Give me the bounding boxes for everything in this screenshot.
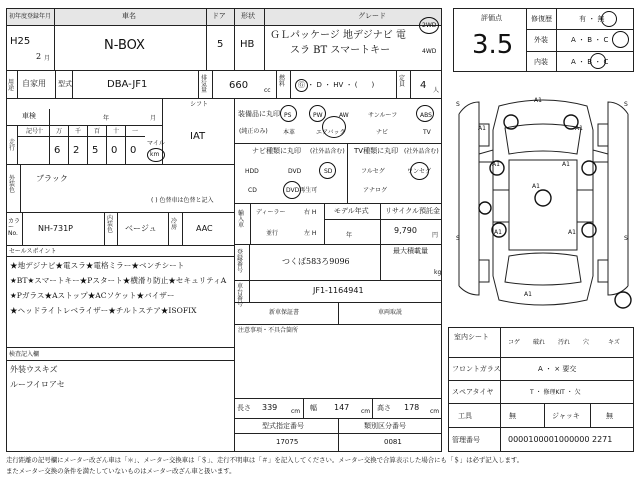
jack-label: ジャッキ bbox=[552, 412, 580, 420]
reg-month-unit: 月 bbox=[44, 55, 51, 62]
repair-options: 有 ・ 無 bbox=[579, 15, 605, 23]
import-label: 輸入車 bbox=[238, 210, 245, 229]
mgmt-value: 0000100001000000 2271 bbox=[508, 435, 613, 444]
navi-hdd: HDD bbox=[245, 168, 259, 175]
roof-outline bbox=[509, 160, 577, 250]
equip-leather: 本革 bbox=[283, 129, 296, 136]
model-label: 型式 bbox=[58, 80, 72, 88]
drive-2wd: 2WD bbox=[422, 22, 437, 29]
displacement-unit: cc bbox=[264, 87, 271, 94]
navi-subtitle: (社外品含む) bbox=[310, 148, 345, 155]
interior-grade-circle bbox=[590, 53, 606, 69]
rear-glass-outline bbox=[505, 253, 581, 285]
model-year-label: モデル年式 bbox=[334, 207, 369, 215]
import-parallel: 並行 bbox=[266, 230, 279, 237]
height-unit: cm bbox=[430, 408, 440, 415]
exterior-grade-circle bbox=[612, 31, 629, 48]
drive-4wd: 4WD bbox=[422, 48, 437, 55]
door-count: 5 bbox=[217, 39, 224, 50]
sales-point-line: ★ヘッドライトレベライザー★チルトステア★ISOFIX bbox=[10, 306, 197, 315]
chassis-label: 車台番号 bbox=[237, 283, 244, 308]
car-name: N-BOX bbox=[104, 38, 145, 53]
recycle-value: 9,790 bbox=[394, 226, 417, 235]
width-label: 幅 bbox=[310, 404, 317, 412]
shift-value: IAT bbox=[190, 131, 206, 142]
ac-value: AAC bbox=[196, 224, 213, 233]
navi-sd: SD bbox=[324, 168, 333, 175]
displacement-value: 660 bbox=[229, 80, 249, 91]
side-view-label: S bbox=[456, 235, 460, 242]
damage-mark: A1 bbox=[562, 161, 570, 168]
navi-title: ナビ種類に丸印 bbox=[252, 147, 301, 155]
footer-note-2: またメーター交換の条件を満たしていないものはメーター改ざん車と扱います。 bbox=[6, 467, 236, 475]
fuel-options: Ⓖ ・ D ・ HV ・ ( ) bbox=[298, 81, 375, 89]
mileage-digit-5: 0 bbox=[130, 145, 137, 156]
vehicle-damage-diagram bbox=[453, 90, 634, 316]
interior-grade-options: A ・ B ・ C bbox=[571, 58, 609, 66]
inspection-label: 車検 bbox=[22, 112, 36, 120]
warranty-label: 新車保証書 bbox=[269, 309, 300, 316]
right-side-outline bbox=[608, 102, 628, 295]
navi-dvd: DVD bbox=[288, 168, 302, 175]
mileage-label: 走行 bbox=[9, 139, 16, 152]
mileage-unit-2: 千 bbox=[75, 128, 82, 135]
seat-condition-item: 穴 bbox=[583, 339, 590, 346]
equip-abs: ABS bbox=[420, 112, 432, 119]
damage-mark: A1 bbox=[494, 229, 502, 236]
repair-selected-circle bbox=[601, 11, 617, 27]
color-no-label: カラー No. bbox=[8, 218, 21, 237]
exterior-grade-label: 外装 bbox=[534, 36, 548, 44]
first-reg-label: 初年度登録年月 bbox=[9, 13, 52, 20]
inspector-label: 検査記入欄 bbox=[9, 351, 40, 358]
shift-label: シフト bbox=[190, 101, 209, 108]
side-view-label: S bbox=[456, 101, 460, 108]
height-label: 高さ bbox=[377, 404, 391, 412]
grade-line-1: ＧＬパッケージ 地デジナビ 電 bbox=[270, 30, 406, 41]
max-load-unit: kg bbox=[434, 269, 442, 276]
sales-points-label: セールスポイント bbox=[9, 248, 57, 255]
left-mirror bbox=[479, 150, 493, 162]
manual-label: 車両取説 bbox=[378, 309, 403, 316]
equip-ps-circle bbox=[280, 105, 297, 122]
inspector-line-1: 外装ウスキズ bbox=[10, 365, 58, 374]
sales-point-line: ★地デジナビ★電スラ★電格ミラー★ベンチシート bbox=[10, 261, 185, 270]
class-no-value: 0081 bbox=[384, 438, 402, 446]
damage-mark: A1 bbox=[575, 125, 583, 132]
damage-mark: A1 bbox=[534, 97, 542, 104]
wheel-rl bbox=[479, 260, 489, 282]
class-no-label: 類別区分番号 bbox=[364, 422, 406, 430]
recycle-label: リサイクル預託金 bbox=[385, 207, 441, 215]
mileage-unit-3: 百 bbox=[94, 128, 101, 135]
equip-ps: PS bbox=[284, 112, 292, 119]
mileage-unit-1: 万 bbox=[56, 128, 63, 135]
mileage-unit-km: km bbox=[150, 151, 160, 158]
grade-line-2: スラ BT スマートキー bbox=[290, 45, 391, 56]
registration-value: つくば583ろ9096 bbox=[282, 257, 350, 266]
wheel-rr bbox=[598, 260, 608, 282]
score-label: 評価点 bbox=[481, 14, 502, 22]
type-no-value: 17075 bbox=[276, 438, 299, 446]
repair-label: 修復歴 bbox=[531, 15, 552, 23]
tv-title: TV種類に丸印 bbox=[354, 147, 399, 155]
tv-fullseg: フルセグ bbox=[361, 168, 385, 175]
import-right: 右 H bbox=[304, 209, 317, 216]
import-dealer: ディーラー bbox=[256, 209, 286, 216]
seat-condition-item: キズ bbox=[608, 339, 620, 346]
registration-label: 登録番号 bbox=[237, 249, 244, 274]
mileage-digit-3: 5 bbox=[92, 145, 99, 156]
max-load-label: 最大積載量 bbox=[393, 247, 428, 255]
seat-condition-item: 破れ bbox=[533, 339, 546, 346]
exterior-note: ( ) 色替車は色替と記入 bbox=[151, 197, 214, 204]
body-shape: HB bbox=[240, 39, 255, 50]
interior-color-value: ベージュ bbox=[125, 224, 157, 233]
equip-tv: TV bbox=[423, 129, 431, 136]
mileage-unit-0: 十 bbox=[37, 128, 44, 135]
sales-point-line: ★Pガラス★Aストップ★ACソケット★バイザー bbox=[10, 291, 175, 300]
right-mirror bbox=[593, 150, 608, 162]
left-side-outline bbox=[459, 102, 479, 295]
fuel-label: 燃料 bbox=[279, 75, 286, 88]
interior-grade-label: 内装 bbox=[534, 58, 548, 66]
length-unit: cm bbox=[291, 408, 301, 415]
equip-sunroof: サンルーフ bbox=[368, 112, 398, 119]
mileage-unit-4: 十 bbox=[113, 128, 120, 135]
mileage-digit-1: 6 bbox=[54, 145, 61, 156]
interior-color-label: 内装色 bbox=[107, 215, 114, 234]
type-no-label: 型式指定番号 bbox=[262, 422, 304, 430]
capacity-unit: 人 bbox=[433, 87, 440, 94]
tv-subtitle: (社外品含む) bbox=[404, 148, 439, 155]
height-value: 178 bbox=[404, 403, 420, 412]
attention-label: 注意事項・不具合箇所 bbox=[238, 327, 299, 334]
car-name-label: 車名 bbox=[122, 12, 136, 20]
length-label: 長さ bbox=[237, 404, 251, 412]
equip-airbag: エアバック bbox=[316, 129, 346, 136]
tv-analog: アナログ bbox=[363, 187, 388, 194]
model-year-unit: 年 bbox=[346, 232, 353, 239]
spare-tire-options: T ・ 修理KIT ・ 欠 bbox=[530, 389, 581, 396]
exterior-label: 外装色 bbox=[9, 175, 16, 194]
side-view-label: S bbox=[624, 235, 628, 242]
mileage-unit-5: 一 bbox=[132, 128, 139, 135]
door-label: ドア bbox=[212, 12, 226, 20]
tools-label: 工具 bbox=[458, 412, 472, 420]
mgmt-label: 管理番号 bbox=[452, 436, 480, 444]
damage-mark: A1 bbox=[532, 183, 540, 190]
model-value: DBA-JF1 bbox=[107, 79, 148, 90]
equipment-subtitle: (純正のみ) bbox=[239, 128, 268, 135]
tv-oneseg-circle bbox=[410, 162, 429, 180]
chassis-value: JF1-1164941 bbox=[313, 286, 364, 295]
equip-pw: PW bbox=[313, 112, 323, 119]
capacity-value: 4 bbox=[420, 80, 427, 91]
spare-tire-label: スペアタイヤ bbox=[452, 388, 494, 396]
mileage-digit-4: 0 bbox=[111, 145, 118, 156]
seat-condition-item: 汚れ bbox=[558, 339, 571, 346]
grade-label: グレード bbox=[358, 12, 386, 20]
navi-dvd-play: DVD再生可 bbox=[286, 187, 318, 194]
inspection-month-unit: 月 bbox=[150, 115, 157, 122]
displacement-label: 排気量 bbox=[201, 75, 208, 94]
sales-point-line: ★BT★スマートキー★Pスタート★横滑り防止★セキュリティA bbox=[10, 276, 227, 285]
side-view-label: S bbox=[624, 101, 628, 108]
capacity-label: 定員 bbox=[399, 75, 406, 88]
mileage-memo-label: 記号 bbox=[26, 128, 39, 135]
length-value: 339 bbox=[262, 403, 278, 412]
usage-value: 自家用 bbox=[22, 79, 46, 88]
width-value: 147 bbox=[334, 403, 350, 412]
inspector-line-2: ルーフイロアセ bbox=[10, 380, 65, 389]
reg-era: H25 bbox=[10, 36, 31, 47]
windshield-options: A ・ × 要交 bbox=[538, 365, 577, 373]
windshield-label: フロントガラス bbox=[452, 365, 501, 373]
equip-airbag-circle bbox=[322, 116, 346, 138]
jack-value: 無 bbox=[606, 412, 613, 420]
score-value: 3.5 bbox=[472, 30, 514, 60]
interior-seat-label: 室内シート bbox=[454, 333, 489, 341]
reg-month: 2 bbox=[36, 52, 42, 61]
navi-dvd-play-circle bbox=[283, 181, 301, 199]
damage-mark: A1 bbox=[524, 291, 532, 298]
seat-condition-item: コゲ bbox=[508, 339, 521, 346]
damage-mark: A1 bbox=[568, 229, 576, 236]
exterior-value: ブラック bbox=[36, 174, 68, 183]
equip-aw: AW bbox=[339, 112, 349, 119]
equip-navi: ナビ bbox=[376, 129, 389, 136]
mileage-unit-mile: マイル bbox=[147, 140, 165, 147]
navi-cd: CD bbox=[248, 187, 257, 194]
import-left: 左 H bbox=[304, 230, 317, 237]
equipment-title: 装備品に丸印 bbox=[238, 110, 280, 118]
equip-abs-circle bbox=[416, 105, 434, 122]
usage-vert-label: 用途 bbox=[8, 79, 15, 92]
mileage-digit-2: 2 bbox=[73, 145, 80, 156]
inspection-year-unit: 年 bbox=[103, 115, 110, 122]
shape-label: 形状 bbox=[241, 12, 255, 20]
footer-note-1: 走行距離の記号欄にメーター改ざん車は「＊」、メーター交換車は「＄」、走行不明車は「＃」を記入してください。メーター交換で合算表示した場合にも「＄」は必ず記入します。 bbox=[6, 456, 524, 464]
tools-value: 無 bbox=[509, 412, 516, 420]
damage-mark: A1 bbox=[478, 125, 486, 132]
tv-oneseg: ワンセグ bbox=[407, 168, 432, 175]
recycle-unit: 円 bbox=[432, 232, 439, 239]
navi-sd-circle bbox=[319, 162, 336, 179]
width-unit: cm bbox=[361, 408, 371, 415]
exterior-grade-options: A ・ B ・ C bbox=[571, 36, 609, 44]
wheel-fr bbox=[598, 124, 608, 146]
damage-mark: A1 bbox=[492, 161, 500, 168]
color-no-value: NH-731P bbox=[38, 224, 73, 233]
ac-label: 冷房 bbox=[171, 218, 178, 231]
